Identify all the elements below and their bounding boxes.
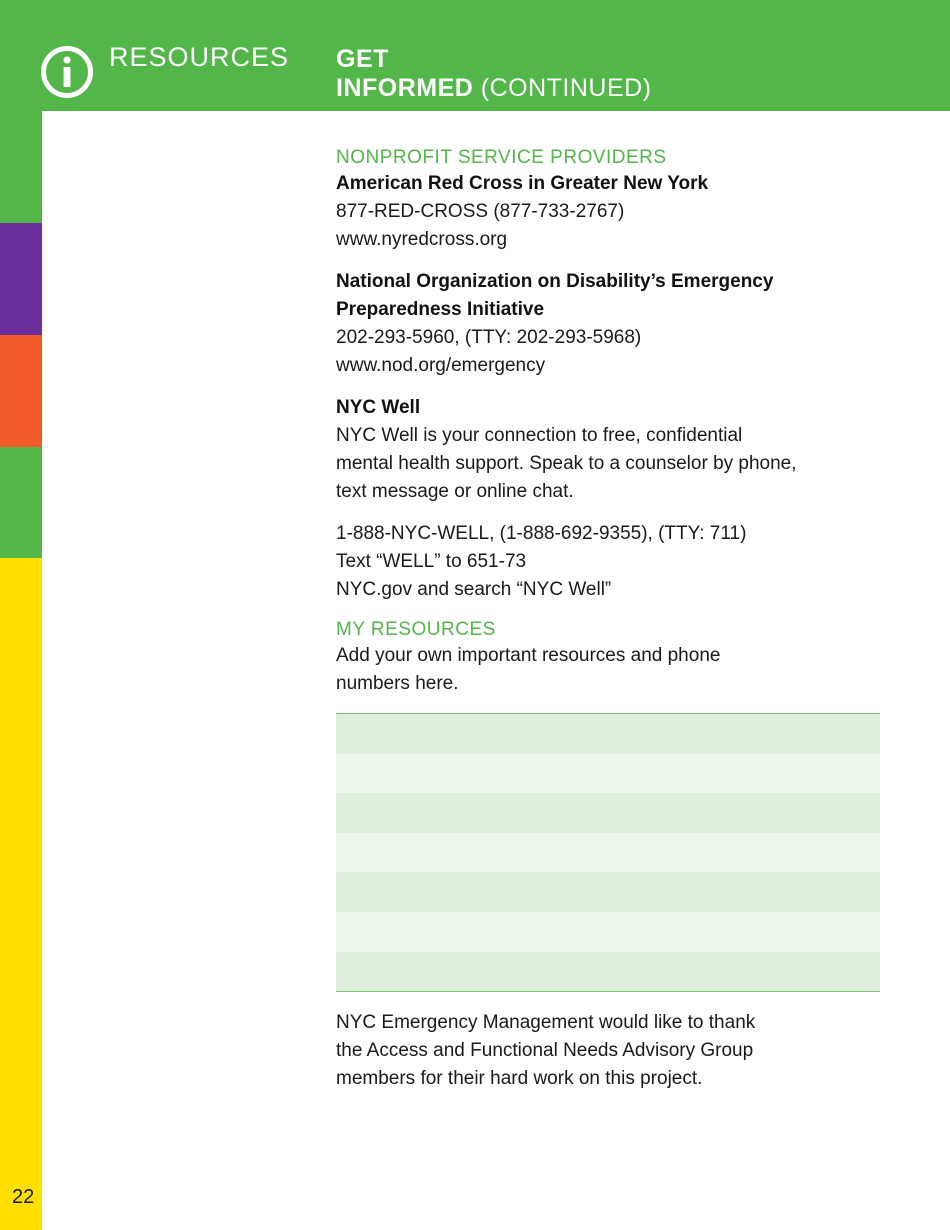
acknowledgement-line2: the Access and Functional Needs Advisory Group — [336, 1040, 754, 1061]
page-number: 22 — [12, 1186, 35, 1208]
main-content — [336, 146, 881, 698]
notes-row[interactable] — [336, 912, 880, 952]
notes-row[interactable] — [336, 754, 880, 794]
nyc-well-contact — [336, 520, 881, 604]
sidebar-band-green — [0, 111, 42, 223]
notes-row[interactable] — [336, 872, 880, 912]
nyc-well-entry — [336, 394, 881, 506]
nod-name-line2: Preparedness Initiative — [336, 299, 545, 320]
sidebar-band-orange — [0, 335, 42, 447]
my-resources-notes-area[interactable] — [336, 713, 880, 992]
nonprofit-heading: NONPROFIT SERVICE PROVIDERS — [336, 147, 667, 168]
red-cross-url[interactable]: www.nyredcross.org — [336, 229, 508, 250]
nod-name-line1: National Organization on Disability’s Emergency — [336, 271, 774, 292]
section-label: RESOURCES — [109, 42, 290, 72]
page-title-line1: GET — [336, 45, 389, 73]
page-title — [336, 45, 652, 103]
page-title-bold: INFORMED — [336, 74, 474, 102]
nyc-well-web: NYC.gov and search “NYC Well” — [336, 579, 612, 600]
red-cross-phone: 877-RED-CROSS (877-733-2767) — [336, 201, 625, 222]
sidebar-band-yellow — [0, 558, 42, 1230]
notes-row[interactable] — [336, 952, 880, 992]
red-cross-name: American Red Cross in Greater New York — [336, 173, 709, 194]
nod-url[interactable]: www.nod.org/emergency — [336, 355, 546, 376]
my-resources-heading: MY RESOURCES — [336, 619, 496, 640]
color-sidebar — [0, 111, 42, 1230]
acknowledgement-line1: NYC Emergency Management would like to thank — [336, 1012, 756, 1033]
nod-entry — [336, 268, 881, 380]
page-title-continued: (CONTINUED) — [480, 74, 652, 102]
my-resources-desc — [336, 642, 881, 698]
nyc-well-desc-line2: mental health support. Speak to a counselor by phone, — [336, 453, 797, 474]
my-resources-desc-line2: numbers here. — [336, 673, 459, 694]
acknowledgement — [336, 1009, 836, 1093]
nyc-well-text: Text “WELL” to 651-73 — [336, 551, 527, 572]
info-icon — [40, 45, 94, 99]
acknowledgement-line3: members for their hard work on this project. — [336, 1068, 703, 1089]
sidebar-band-green-2 — [0, 447, 42, 558]
nyc-well-desc-line3: text message or online chat. — [336, 481, 574, 502]
nyc-well-desc-line1: NYC Well is your connection to free, confidential — [336, 425, 743, 446]
nyc-well-phone: 1-888-NYC-WELL, (1-888-692-9355), (TTY: 711) — [336, 523, 747, 544]
my-resources-desc-line1: Add your own important resources and phone — [336, 645, 721, 666]
red-cross-entry — [336, 170, 881, 254]
notes-row[interactable] — [336, 833, 880, 873]
sidebar-band-purple — [0, 223, 42, 335]
nod-phone: 202-293-5960, (TTY: 202-293-5968) — [336, 327, 642, 348]
page-header — [0, 0, 950, 111]
notes-row[interactable] — [336, 714, 880, 754]
nyc-well-name: NYC Well — [336, 397, 421, 418]
notes-row[interactable] — [336, 793, 880, 833]
